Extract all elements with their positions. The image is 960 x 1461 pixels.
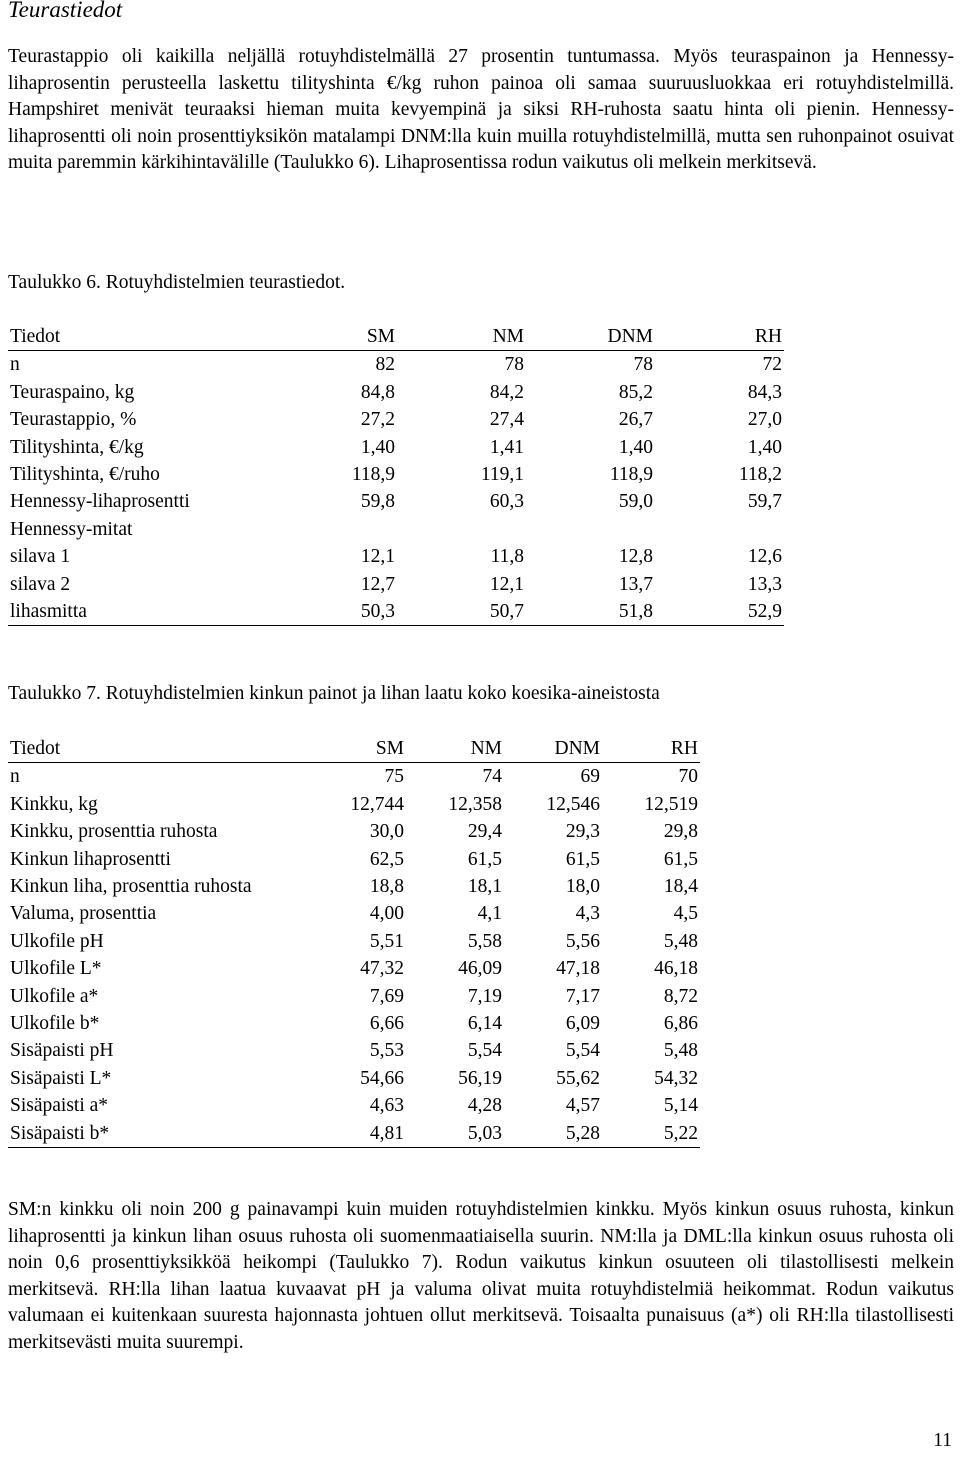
table-row	[8, 461, 784, 488]
table-row	[8, 873, 700, 900]
table-cell: 70	[678, 766, 698, 788]
table-cell: 54,32	[654, 1067, 698, 1089]
table-row	[8, 763, 700, 791]
table-cell: 8,72	[663, 985, 698, 1007]
table-cell: 56,19	[458, 1067, 502, 1089]
table-cell: 5,51	[369, 930, 404, 952]
column-header: Tiedot	[10, 326, 61, 347]
table-cell: 7,17	[565, 985, 600, 1007]
table-cell: 26,7	[618, 409, 653, 431]
table-cell: 4,28	[467, 1095, 502, 1117]
table-row	[8, 818, 700, 845]
table-row	[8, 1010, 700, 1037]
table-cell: 5,03	[467, 1122, 502, 1144]
table-cell: 54,66	[360, 1067, 404, 1089]
table-cell: 59,8	[360, 491, 395, 513]
column-header: NM	[470, 738, 502, 759]
table-row	[8, 598, 784, 626]
table-cell: 51,8	[618, 601, 653, 623]
table-cell: 4,5	[673, 903, 698, 925]
table-cell: 12,8	[618, 546, 653, 568]
table-cell: 1,40	[618, 436, 653, 458]
table6	[8, 323, 784, 626]
table-cell: 12,519	[644, 793, 698, 815]
table-cell: 85,2	[618, 381, 653, 403]
table-cell: 12,7	[360, 573, 395, 595]
table-cell: 18,4	[663, 876, 698, 898]
row-label: n	[10, 766, 20, 788]
row-label: silava 2	[10, 573, 71, 595]
table-cell: 46,18	[654, 958, 698, 980]
table-cell: 4,57	[565, 1095, 600, 1117]
table-cell: 12,546	[546, 793, 600, 815]
table-row	[8, 351, 784, 379]
table-header-row	[8, 323, 784, 351]
table-cell: 118,2	[738, 464, 782, 486]
row-label: Sisäpaisti a*	[10, 1095, 109, 1117]
table-cell: 18,8	[369, 876, 404, 898]
table-cell: 47,32	[360, 958, 404, 980]
table-row	[8, 900, 700, 927]
table-cell: 5,14	[663, 1095, 698, 1117]
table-cell: 12,358	[448, 793, 502, 815]
table-cell: 46,09	[458, 958, 502, 980]
table-cell: 29,8	[663, 821, 698, 843]
table-cell: 75	[384, 766, 404, 788]
table-cell: 18,0	[565, 876, 600, 898]
table7-caption: Taulukko 7. Rotuyhdistelmien kinkun painot ja lihan laatu koko koesika-aineistosta	[8, 683, 660, 704]
row-label: lihasmitta	[10, 601, 87, 623]
row-label: Tilityshinta, €/ruho	[10, 464, 160, 486]
table-cell: 13,3	[747, 573, 782, 595]
column-header: Tiedot	[10, 738, 61, 759]
table-cell: 30,0	[369, 821, 404, 843]
table-row	[8, 1065, 700, 1092]
table-cell: 74	[482, 766, 502, 788]
table-cell: 5,22	[663, 1122, 698, 1144]
row-label: Ulkofile L*	[10, 958, 102, 980]
table-cell: 5,54	[565, 1040, 600, 1062]
table-cell: 4,81	[369, 1122, 404, 1144]
table-cell: 84,8	[360, 381, 395, 403]
table-cell: 52,9	[747, 601, 782, 623]
table-cell: 78	[633, 354, 653, 376]
table-cell: 29,3	[565, 821, 600, 843]
table-cell: 13,7	[618, 573, 653, 595]
table-cell: 118,9	[351, 464, 395, 486]
table-cell: 18,1	[467, 876, 502, 898]
table-row	[8, 1092, 700, 1119]
column-header: NM	[492, 326, 524, 347]
table-cell: 12,744	[350, 793, 404, 815]
table-cell	[655, 516, 784, 543]
row-label: Hennessy-lihaprosentti	[10, 491, 190, 513]
column-header: SM	[366, 326, 395, 347]
table-cell: 69	[580, 766, 600, 788]
row-label: Kinkku, kg	[10, 793, 98, 815]
table-row	[8, 983, 700, 1010]
row-label: Ulkofile a*	[10, 985, 99, 1007]
table-row	[8, 791, 700, 818]
column-header: DNM	[607, 326, 653, 347]
table-cell: 78	[504, 354, 524, 376]
table-row	[8, 406, 784, 433]
table-cell: 50,7	[489, 601, 524, 623]
table-cell: 4,63	[369, 1095, 404, 1117]
table-cell: 72	[762, 354, 782, 376]
intro-paragraph: Teurastappio oli kaikilla neljällä rotuyhdistelmällä 27 prosentin tuntumassa. Myös teuraspainon ja Hennessy-lihaprosentin perusteella laskettu tilityshinta €/kg ruhon painoa oli samaa suuruusluokkaa eri rotuyhdistelmillä. Hampshiret menivät teuraaksi hieman muita kevyempinä ja siksi RH-ruhosta saatu hinta oli pienin. Hennessy-lihaprosentti oli noin prosenttiyksikön matalampi DNM:lla kuin muilla rotuyhdistelmillä, mutta sen ruhonpainot osuivat muita paremmin kärkihintavälille (Taulukko 6). Lihaprosentissa rodun vaikutus oli melkein merkitsevä.	[8, 46, 954, 173]
table-cell: 27,4	[489, 409, 524, 431]
table-row	[8, 955, 700, 982]
column-header: RH	[670, 738, 698, 759]
table-cell: 119,1	[480, 464, 524, 486]
row-label: silava 1	[10, 546, 71, 568]
table-cell: 7,69	[369, 985, 404, 1007]
table7	[8, 735, 700, 1148]
row-label: Valuma, prosenttia	[10, 903, 157, 925]
table-cell: 6,66	[369, 1013, 404, 1035]
table-row	[8, 1037, 700, 1064]
table-header-row	[8, 735, 700, 763]
table-cell: 50,3	[360, 601, 395, 623]
table-row	[8, 516, 784, 543]
table-cell: 4,3	[575, 903, 600, 925]
table-cell: 12,1	[489, 573, 524, 595]
table-cell: 5,54	[467, 1040, 502, 1062]
table-cell: 61,5	[663, 848, 698, 870]
table-row	[8, 488, 784, 515]
column-header: RH	[754, 326, 782, 347]
table-cell: 61,5	[565, 848, 600, 870]
table-cell: 6,14	[467, 1013, 502, 1035]
table-cell: 1,40	[747, 436, 782, 458]
table-cell: 6,86	[663, 1013, 698, 1035]
table6-caption: Taulukko 6. Rotuyhdistelmien teurastiedot.	[8, 272, 346, 293]
discussion-paragraph: SM:n kinkku oli noin 200 g painavampi kuin muiden rotuyhdistelmien kinkku. Myös kinkun osuus ruhosta, kinkun lihaprosentti ja kinkun lihan osuus ruhosta oli suomenmaatiaisella suurin. NM:lla ja DML:lla kinkun osuus ruhosta oli noin 0,6 prosenttiyksikköä heikompi (Taulukko 7). Rodun vaikutus kinkun osuuteen oli tilastollisesti melkein merkitsevä. RH:lla lihan laatua kuvaavat pH ja valuma olivat muita rotuyhdistelmiä heikommat. Rodun vaikutus valumaan ei kuitenkaan suuresta hajonnasta johtuen ollut merkitsevä. Toisaalta punaisuus (a*) oli RH:lla tilastollisesti merkitsevästi muita suurempi.	[8, 1199, 954, 1353]
table-cell: 47,18	[556, 958, 600, 980]
table-cell: 59,0	[618, 491, 653, 513]
table-row	[8, 1120, 700, 1148]
table-cell: 7,19	[467, 985, 502, 1007]
table-cell	[268, 516, 397, 543]
table-row	[8, 434, 784, 461]
table-row	[8, 928, 700, 955]
table-cell: 4,1	[477, 903, 502, 925]
table-cell: 4,00	[369, 903, 404, 925]
row-label: Ulkofile pH	[10, 930, 104, 952]
column-header: DNM	[554, 738, 600, 759]
table-cell	[397, 516, 526, 543]
row-label: Teuraspaino, kg	[10, 381, 135, 403]
row-label: Sisäpaisti b*	[10, 1122, 110, 1144]
table-cell: 62,5	[369, 848, 404, 870]
row-label: Kinkun liha, prosenttia ruhosta	[10, 876, 252, 898]
table-row	[8, 379, 784, 406]
table-cell: 84,2	[489, 381, 524, 403]
table-cell: 84,3	[747, 381, 782, 403]
table-cell: 118,9	[609, 464, 653, 486]
table-cell: 55,62	[556, 1067, 600, 1089]
page-number: 11	[933, 1430, 952, 1451]
table-row	[8, 846, 700, 873]
table-row	[8, 543, 784, 570]
table-cell: 5,28	[565, 1122, 600, 1144]
row-label: Teurastappio, %	[10, 409, 137, 431]
row-label: Kinkun lihaprosentti	[10, 848, 171, 870]
table-cell: 6,09	[565, 1013, 600, 1035]
table-cell: 5,48	[663, 1040, 698, 1062]
column-header: SM	[375, 738, 404, 759]
table-cell: 1,41	[489, 436, 524, 458]
row-label: n	[10, 354, 20, 376]
row-label: Hennessy-mitat	[10, 518, 133, 540]
table-cell: 27,0	[747, 409, 782, 431]
table-cell: 12,1	[360, 546, 395, 568]
row-label: Sisäpaisti L*	[10, 1067, 112, 1089]
row-label: Tilityshinta, €/kg	[10, 436, 144, 458]
table-cell: 61,5	[467, 848, 502, 870]
table-cell: 59,7	[747, 491, 782, 513]
table-cell: 82	[375, 354, 395, 376]
table-cell: 12,6	[747, 546, 782, 568]
table-cell: 5,53	[369, 1040, 404, 1062]
table-row	[8, 571, 784, 598]
section-heading: Teurastiedot	[8, 0, 123, 22]
table-cell: 5,56	[565, 930, 600, 952]
table-cell: 29,4	[467, 821, 502, 843]
row-label: Ulkofile b*	[10, 1013, 100, 1035]
table-cell: 27,2	[360, 409, 395, 431]
row-label: Sisäpaisti pH	[10, 1040, 114, 1062]
table-cell: 5,48	[663, 930, 698, 952]
row-label: Kinkku, prosenttia ruhosta	[10, 821, 218, 843]
table-cell: 5,58	[467, 930, 502, 952]
table-cell: 11,8	[490, 546, 524, 568]
table-cell	[526, 516, 655, 543]
table-cell: 1,40	[360, 436, 395, 458]
table-cell: 60,3	[489, 491, 524, 513]
